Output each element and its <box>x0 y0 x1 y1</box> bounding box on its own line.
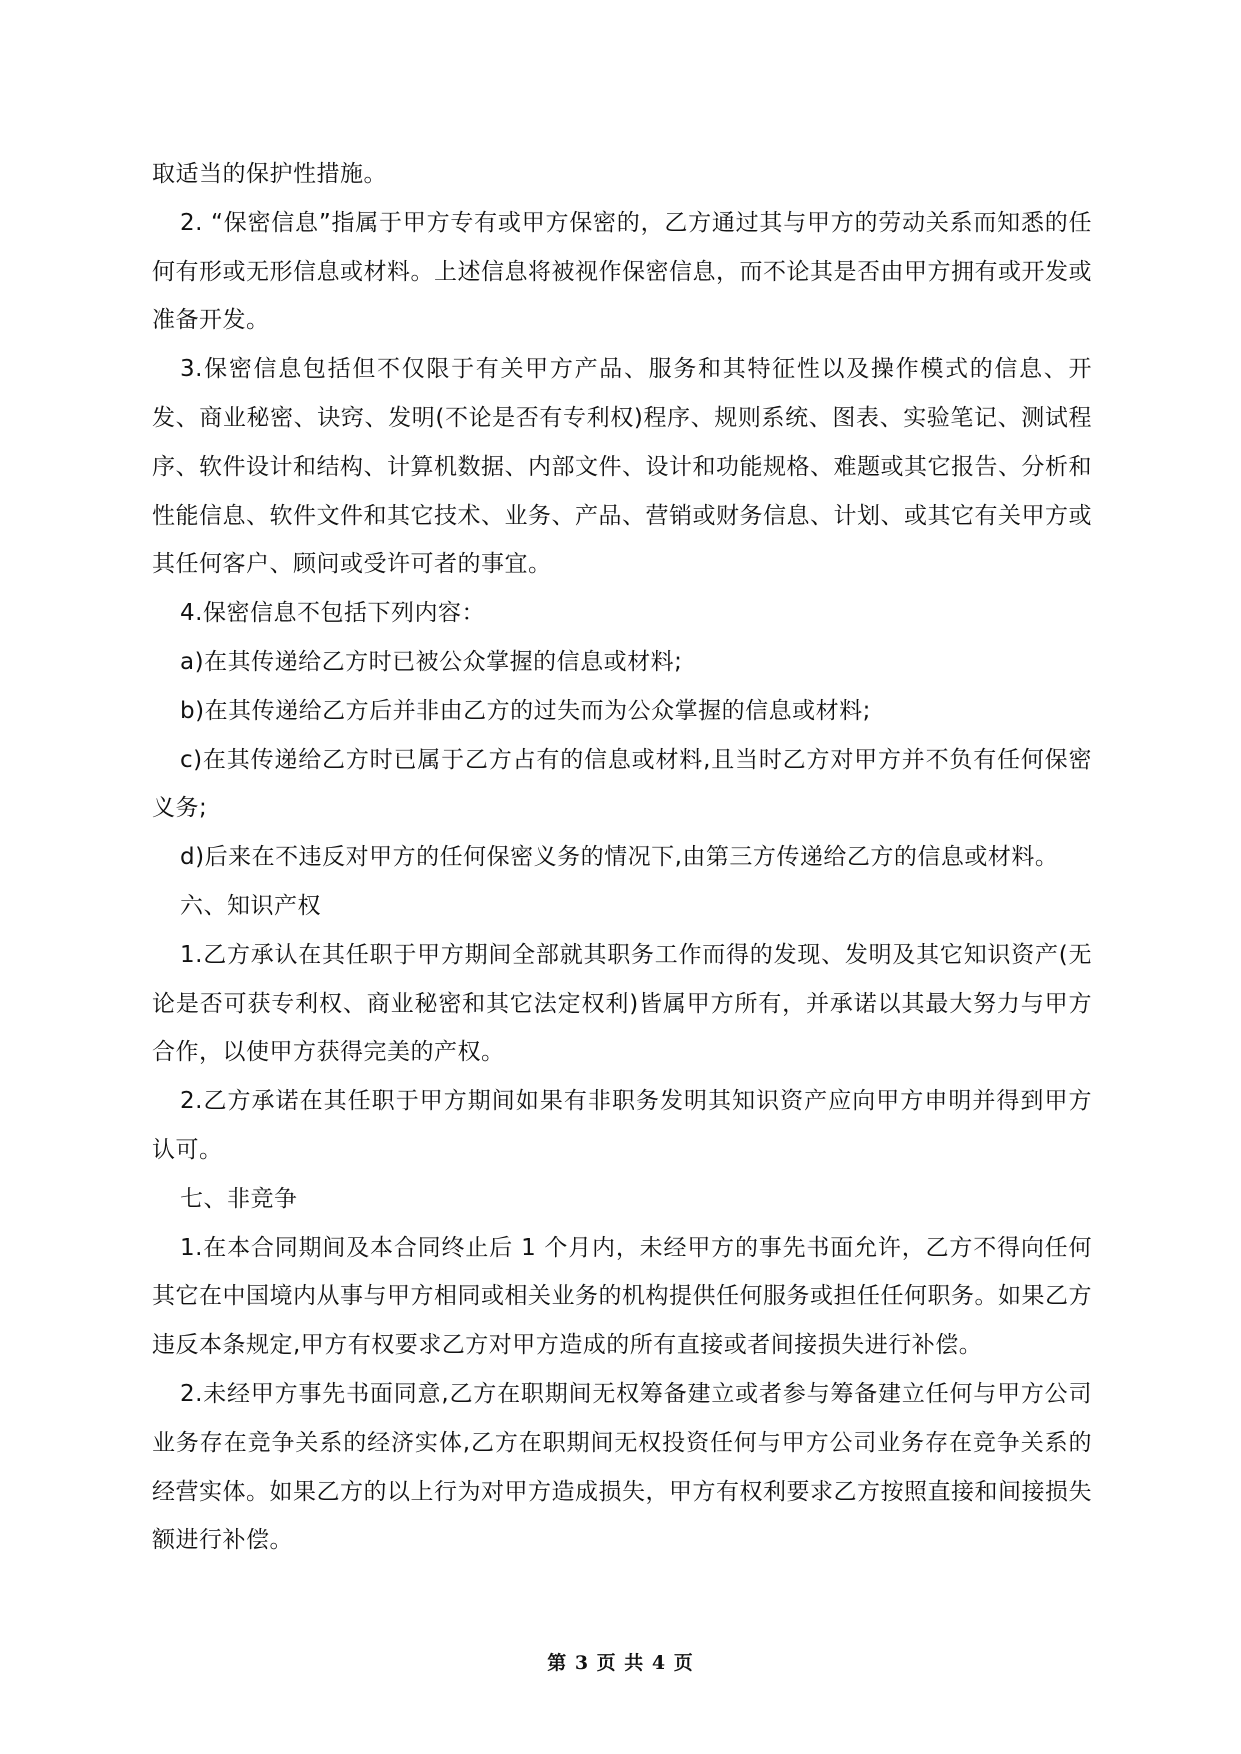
paragraph-non-compete-clause-2: 2.未经甲方事先书面同意,乙方在职期间无权筹备建立或者参与筹备建立任何与甲方公司业务存在竞争关系的经济实体,乙方在职期间无权投资任何与甲方公司业务存在竞争关系的经营实体。如果乙方的以上行为对甲方造成损失，甲方有权利要求乙方按照直接和间接损失额进行补偿。 <box>152 1380 1092 1554</box>
list-item-a: a)在其传递给乙方时已被公众掌握的信息或材料; <box>180 648 683 675</box>
section-heading-ip: 六、知识产权 <box>180 892 321 919</box>
paragraph-clause-3-scope: 3.保密信息包括但不仅限于有关甲方产品、服务和其特征性以及操作模式的信息、开发、商业秘密、诀窍、发明(不论是否有专利权)程序、规则系统、图表、实验笔记、测试程序、软件设计和结构、计算机数据、内部文件、设计和功能规格、难题或其它报告、分析和性能信息、软件文件和其它技术、业务、产品、营销或财务信息、计划、或其它有关甲方或其任何客户、顾问或受许可者的事宜。 <box>152 356 1092 578</box>
section-heading-non-compete: 七、非竞争 <box>180 1185 298 1212</box>
document-body <box>152 150 1092 1565</box>
paragraph-clause-2-definition: 2. “保密信息”指属于甲方专有或甲方保密的，乙方通过其与甲方的劳动关系而知悉的任何有形或无形信息或材料。上述信息将被视作保密信息，而不论其是否由甲方拥有或开发或准备开发。 <box>152 209 1092 334</box>
paragraph-continuation: 取适当的保护性措施。 <box>152 161 387 187</box>
paragraph-non-compete-clause-1: 1.在本合同期间及本合同终止后 1 个月内，未经甲方的事先书面允许，乙方不得向任何其它在中国境内从事与甲方相同或相关业务的机构提供任何服务或担任任何职务。如果乙方违反本条规定,甲方有权要求乙方对甲方造成的所有直接或者间接损失进行补偿。 <box>152 1234 1092 1359</box>
list-item-b: b)在其传递给乙方后并非由乙方的过失而为公众掌握的信息或材料; <box>180 697 871 724</box>
paragraph-ip-clause-2: 2.乙方承诺在其任职于甲方期间如果有非职务发明其知识资产应向甲方申明并得到甲方认可。 <box>152 1088 1092 1163</box>
paragraph-ip-clause-1: 1.乙方承认在其任职于甲方期间全部就其职务工作而得的发现、发明及其它知识资产(无论是否可获专利权、商业秘密和其它法定权利)皆属甲方所有，并承诺以其最大努力与甲方合作，以使甲方获得完美的产权。 <box>152 941 1092 1066</box>
list-item-c: c)在其传递给乙方时已属于乙方占有的信息或材料,且当时乙方对甲方并不负有任何保密义务; <box>152 746 1092 822</box>
paragraph-clause-4-exclusions: 4.保密信息不包括下列内容： <box>180 600 485 627</box>
list-item-d: d)后来在不违反对甲方的任何保密义务的情况下,由第三方传递给乙方的信息或材料。 <box>180 844 1059 871</box>
page-number-footer: 第 3 页 共 4 页 <box>547 1652 694 1674</box>
